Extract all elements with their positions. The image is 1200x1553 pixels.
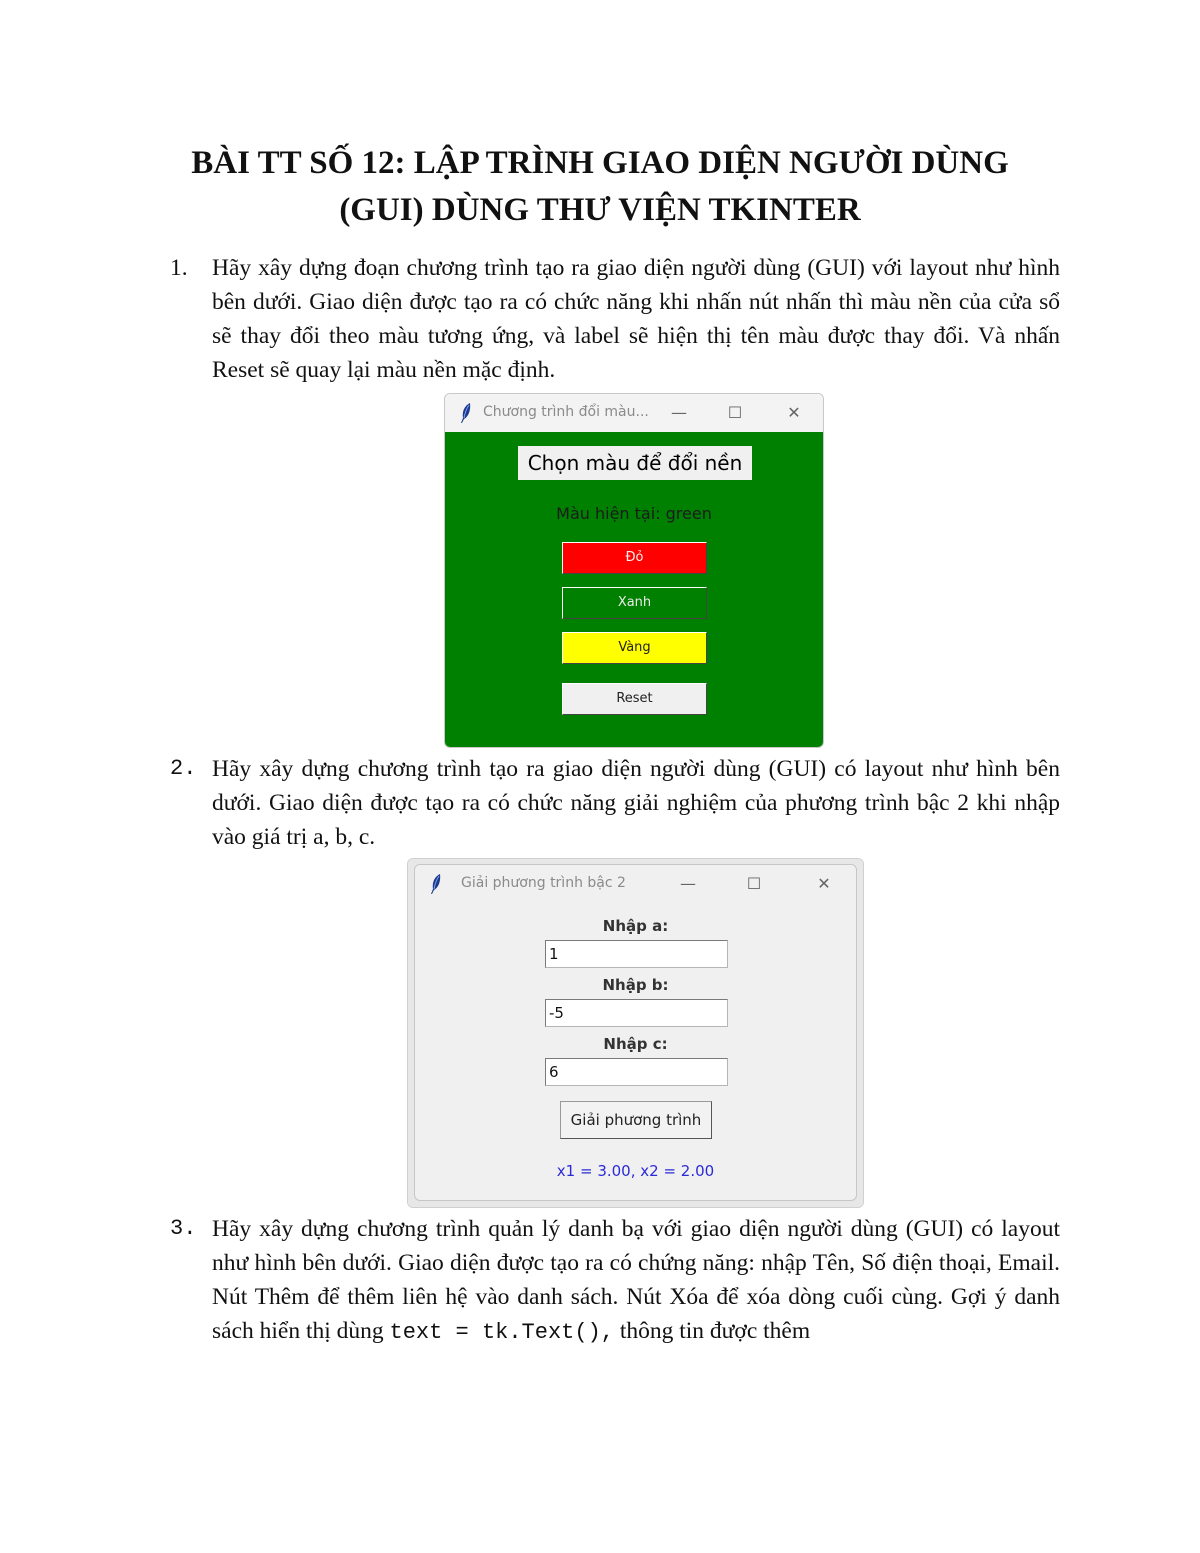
input-b[interactable]: -5 [545,999,728,1027]
label-a: Nhập a: [602,917,669,935]
item-number: 2. [170,756,197,781]
feather-icon [459,402,473,424]
item-text [212,1212,1060,1350]
red-button[interactable]: Đỏ [562,542,707,574]
page-title-line-2: (GUI) DÙNG THƯ VIỆN TKINTER [339,192,861,228]
item-text: Hãy xây dựng chương trình tạo ra giao diện người dùng (GUI) có layout như hình bên dưới. Giao diện được tạo ra có chức năng giải nghiệm của phương trình bậc 2 khi nhập vào giá trị a, b, c. [212,756,1060,850]
heading-label: Chọn màu để đổi nền [518,446,752,480]
close-icon[interactable]: ✕ [817,874,831,893]
exercise-item-2 [170,752,1060,854]
yellow-button[interactable]: Vàng [562,632,707,664]
window-titlebar[interactable] [445,394,823,432]
reset-button[interactable]: Reset [562,683,707,715]
quadratic-solver-window [407,858,864,1208]
exercise-item-3 [170,1212,1060,1350]
item-text-after: thông tin được thêm [613,1318,811,1344]
input-c[interactable]: 6 [545,1058,728,1086]
label-c: Nhập c: [603,1035,668,1053]
item-text: Hãy xây dựng đoạn chương trình tạo ra giao diện người dùng (GUI) với layout như hình bên dưới. Giao diện được tạo ra có chức năng khi nhấn nút nhấn thì màu nền của cửa sổ sẽ thay đổi theo màu tương ứng, và label sẽ hiện thị tên màu được thay đổi. Và nhấn Reset sẽ quay lại màu nền mặc định. [212,255,1060,383]
minimize-icon[interactable]: — [671,403,687,422]
item-text-main: Hãy xây dựng chương trình quản lý danh bạ với giao diện người dùng (GUI) có layout như hình bên dưới. Giao diện được tạo ra có chứng năng: nhập Tên, Số điện thoại, Email. Nút Thêm để thêm liên hệ vào danh sách. Nút Xóa để xóa dòng cuối cùng. Gợi ý danh sách hiển thị dùng [212,1216,1060,1344]
window-client-area [445,432,823,747]
current-color-label: Màu hiện tại: green [556,504,712,523]
input-a[interactable]: 1 [545,940,728,968]
window-titlebar[interactable] [415,865,856,903]
color-changer-window [444,393,824,748]
code-snippet: text = tk.Text(), [389,1320,614,1345]
result-label: x1 = 3.00, x2 = 2.00 [556,1162,715,1180]
item-number: 3. [170,1216,197,1241]
item-number: 1. [170,255,188,281]
exercise-item-1 [170,251,1060,387]
label-b: Nhập b: [602,976,669,994]
page-title-line-1: BÀI TT SỐ 12: LẬP TRÌNH GIAO DIỆN NGƯỜI DÙNG [191,145,1009,181]
maximize-icon[interactable]: ☐ [746,874,762,893]
window-body [414,864,857,1201]
maximize-icon[interactable]: ☐ [727,403,743,422]
feather-icon [429,873,443,895]
close-icon[interactable]: ✕ [787,403,801,422]
minimize-icon[interactable]: — [680,874,696,893]
window-frame [408,859,863,1207]
window-title: Giải phương trình bậc 2 [461,875,626,891]
green-button[interactable]: Xanh [562,587,707,619]
solve-button[interactable]: Giải phương trình [560,1101,712,1139]
window-title: Chương trình đổi màu... [483,404,649,420]
